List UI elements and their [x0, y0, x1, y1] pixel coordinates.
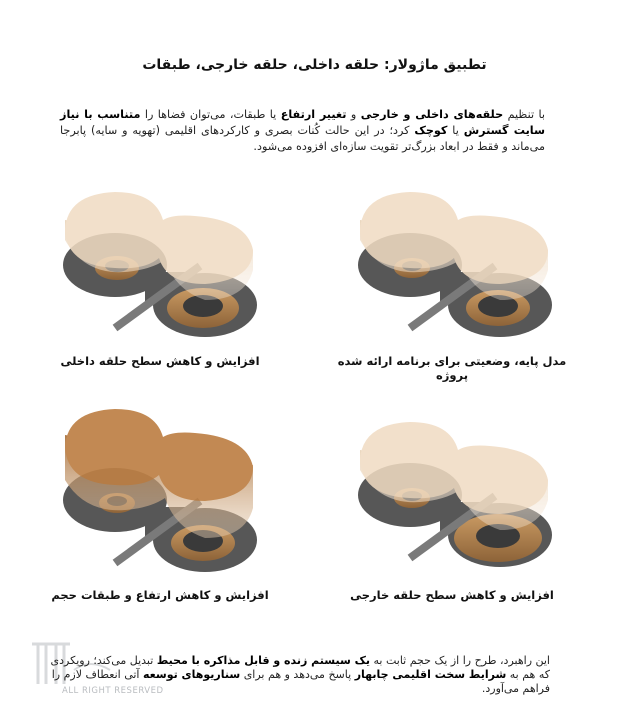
caption-inner-ring: افزایش و کاهش سطح حلقه داخلی	[60, 354, 260, 368]
conclusion-text: تبدیل می‌کند؛ رویکردی که هم به	[50, 654, 550, 681]
intro-emphasis: تغییر ارتفاع	[280, 108, 347, 121]
conclusion-text: این راهبرد، طرح را از یک حجم ثابت به	[370, 654, 550, 667]
diagram-base-model	[350, 180, 560, 345]
diagram-height-floors	[55, 405, 265, 575]
intro-text: با تنظیم	[503, 108, 546, 121]
intro-emphasis: متناسب با نیاز سایت گسترش	[60, 108, 545, 137]
conclusion-paragraph	[40, 654, 550, 696]
caption-outer-ring: افزایش و کاهش سطح حلقه خارجی	[350, 588, 554, 602]
caption-height-floors: افزایش و کاهش ارتفاع و طبقات حجم	[51, 588, 269, 602]
intro-text: و	[346, 108, 361, 121]
conclusion-emphasis: شرایط سخت اقلیمی چابهار	[354, 668, 507, 681]
conclusion-emphasis: سناریوهای توسعه	[143, 668, 241, 681]
watermark-text: ALL RIGHT RESERVED	[62, 686, 164, 696]
intro-text: یا	[447, 124, 464, 137]
intro-text: یا طبقات، می‌توان فضاها را	[140, 108, 281, 121]
caption-base-model: مدل پایه، وضعیتی برای برنامه ارائه شده پروژه	[337, 354, 567, 382]
diagram-inner-ring	[55, 180, 265, 345]
conclusion-text: آتی انعطاف لازم را فراهم می‌آورد.	[51, 668, 550, 695]
page-title: تطبیق ماژولار: حلقه داخلی، حلقه خارجی، طبقات	[142, 57, 487, 73]
diagram-outer-ring	[350, 410, 560, 575]
conclusion-text: پاسخ می‌دهد و هم برای	[240, 668, 355, 681]
intro-emphasis: حلقه‌های داخلی و خارجی	[360, 108, 504, 121]
intro-paragraph	[60, 107, 545, 155]
conclusion-emphasis: یک سیستم زنده و قابل مذاکره با محیط	[156, 654, 370, 667]
intro-text: کرد؛ در این حالت کُنات بصری و کارکردهای اقلیمی (تهویه و سایه) پابرجا می‌ماند و فقط در ابعاد بزرگ‌تر تقویت سازه‌ای افزوده می‌شود.	[60, 124, 545, 153]
intro-emphasis: کوچک	[414, 124, 448, 137]
